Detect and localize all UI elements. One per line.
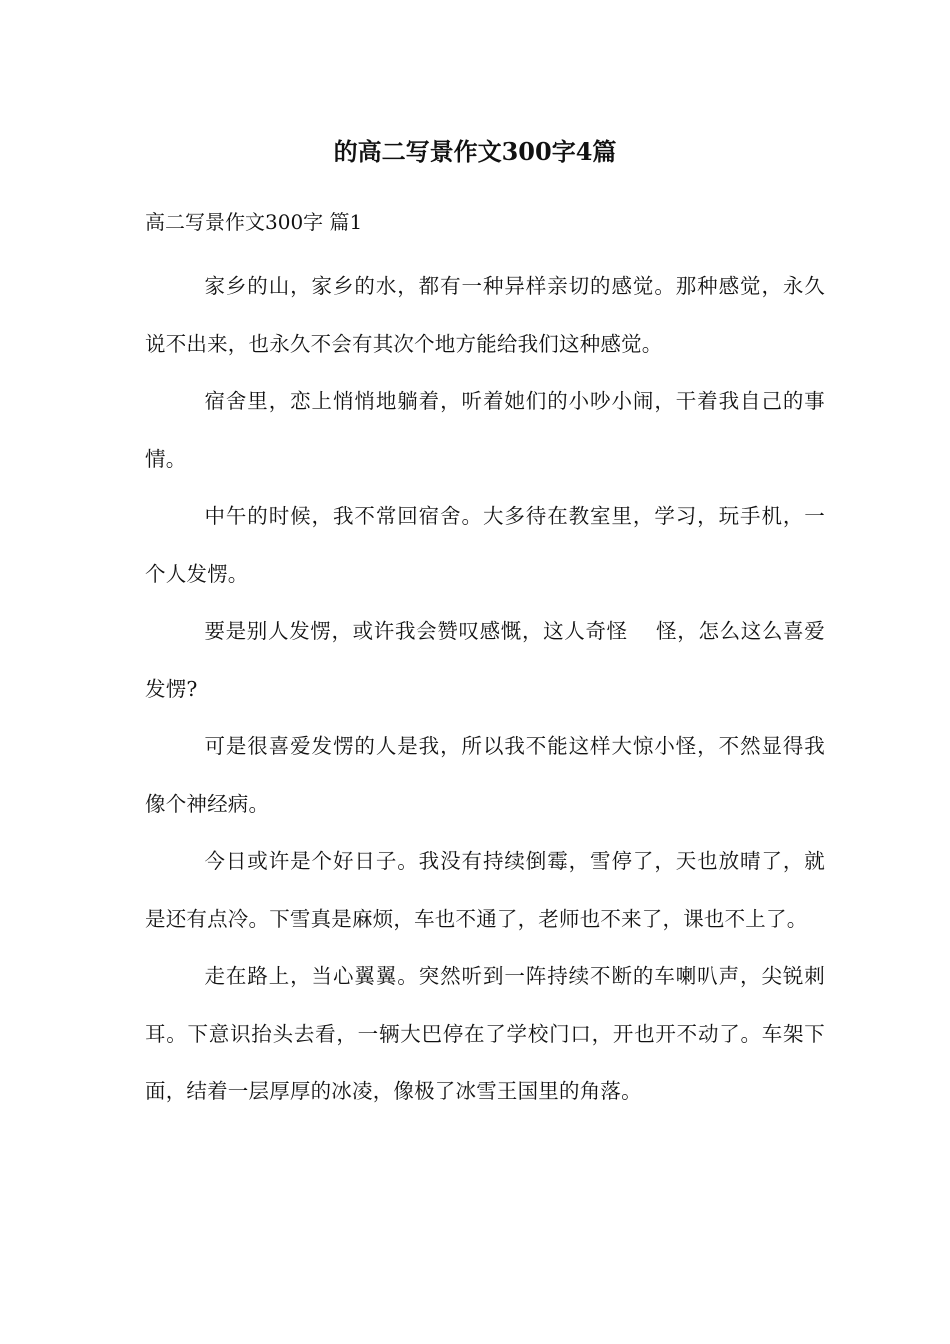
document-title: 的高二写景作文300字4篇 [333,137,617,166]
paragraph-2: 宿舍里，恋上悄悄地躺着，听着她们的小吵小闹，干着我自己的事情。 [145,389,825,471]
paragraph-7: 走在路上，当心翼翼。突然听到一阵持续不断的车喇叭声，尖锐刺耳。下意识抬头去看，一辆大巴停在了学校门口，开也开不动了。车架下面，结着一层厚厚的冰凌，像极了冰雪王国里的角落。 [145,964,825,1103]
paragraph-6: 今日或许是个好日子。我没有持续倒霉，雪停了，天也放晴了，就是还有点冷。下雪真是麻烦，车也不通了，老师也不来了，课也不上了。 [145,849,825,931]
paragraph-5: 可是很喜爱发愣的人是我，所以我不能这样大惊小怪，不然显得我像个神经病。 [145,734,825,816]
section-heading: 高二写景作文300字 篇1 [145,210,363,234]
paragraph-1: 家乡的山，家乡的水，都有一种异样亲切的感觉。那种感觉，永久说不出来，也永久不会有其次个地方能给我们这种感觉。 [145,274,825,356]
essay-body [145,258,825,1121]
paragraph-3: 中午的时候，我不常回宿舍。大多待在教室里，学习，玩手机，一个人发愣。 [145,504,825,586]
paragraph-4: 要是别人发愣，或许我会赞叹感慨，这人奇怪 怪，怎么这么喜爱发愣? [145,619,825,701]
